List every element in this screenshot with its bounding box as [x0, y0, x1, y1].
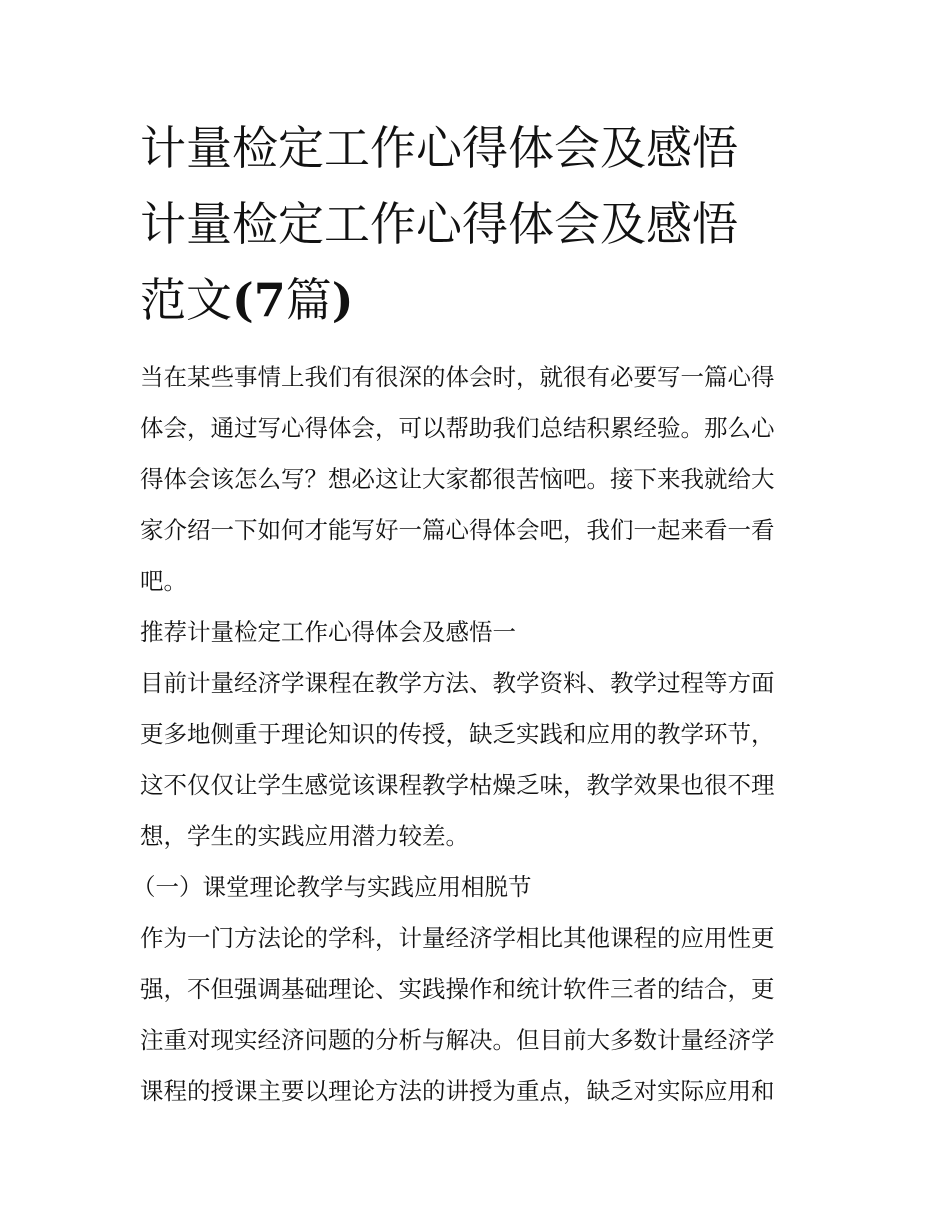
title-line-3-unit: 篇: [285, 273, 332, 327]
document-body: [132, 352, 820, 1117]
title-line-3-close: ): [331, 273, 354, 327]
intro-line: 得体会该怎么写？想必这让大家都很苦恼吧。接下来我就给大: [140, 465, 775, 493]
document-title: [140, 110, 820, 338]
title-line-3-count: (7: [232, 273, 286, 327]
title-line-2: 计量检定工作心得体会及感悟: [140, 197, 738, 251]
subheading: （一）课堂理论教学与实践应用相脱节: [132, 873, 532, 901]
intro-line: 体会，通过写心得体会，可以帮助我们总结积累经验。那么心: [140, 414, 775, 442]
intro-line: 家介绍一下如何才能写好一篇心得体会吧，我们一起来看一看: [140, 516, 775, 544]
intro-line: 当在某些事情上我们有很深的体会时，就很有必要写一篇心得: [140, 363, 775, 391]
section-heading: 推荐计量检定工作心得体会及感悟一: [140, 618, 516, 646]
paragraph-1: [140, 658, 820, 862]
paragraph-2-line: 强，不但强调基础理论、实践操作和统计软件三者的结合，更: [140, 975, 775, 1003]
paragraph-2: [140, 913, 820, 1117]
paragraph-1-line: 这不仅仅让学生感觉该课程教学枯燥乏味，教学效果也很不理: [140, 771, 775, 799]
intro-paragraph: [140, 352, 820, 607]
paragraph-1-line: 想，学生的实践应用潜力较差。: [140, 822, 469, 850]
paragraph-2-line: 作为一门方法论的学科，计量经济学相比其他课程的应用性更: [140, 924, 775, 952]
paragraph-2-line: 课程的授课主要以理论方法的讲授为重点，缺乏对实际应用和: [140, 1077, 775, 1105]
intro-line: 吧。: [140, 567, 187, 595]
paragraph-1-line: 目前计量经济学课程在教学方法、教学资料、教学过程等方面: [140, 669, 775, 697]
paragraph-1-line: 更多地侧重于理论知识的传授，缺乏实践和应用的教学环节，: [140, 720, 775, 748]
title-line-3-prefix: 范文: [140, 273, 232, 327]
paragraph-2-line: 注重对现实经济问题的分析与解决。但目前大多数计量经济学: [140, 1026, 775, 1054]
title-line-1: 计量检定工作心得体会及感悟: [140, 121, 738, 175]
title-line-3: [140, 262, 820, 338]
